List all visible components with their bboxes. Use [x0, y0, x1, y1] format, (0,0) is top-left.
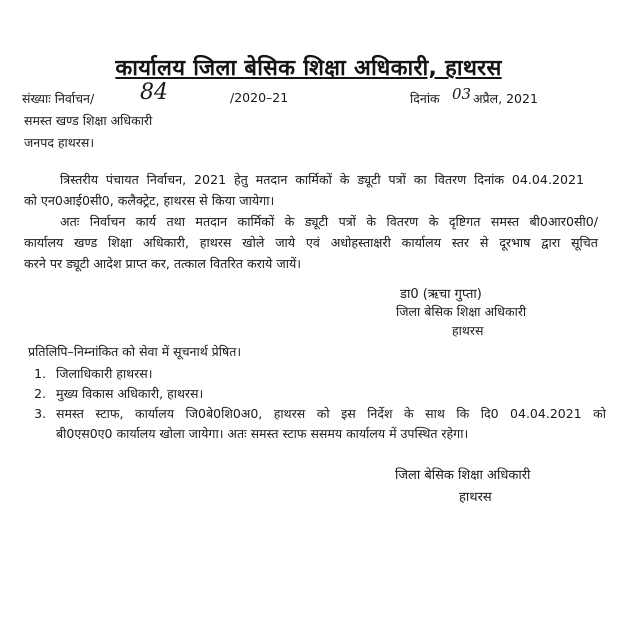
date-month-year: अप्रैल, 2021	[473, 91, 538, 106]
body-paragraph-2	[24, 211, 598, 274]
footer-place: हाथरस	[459, 490, 492, 505]
paragraph-2-line-2: कार्यालय खण्ड शिक्षा अधिकारी, हाथरस खोले जाये एवं अधोहस्ताक्षरी कार्यालय स्तर से दूरभाष द्वारा सूचित	[24, 235, 598, 250]
footer-designation: जिला बेसिक शिक्षा अधिकारी	[395, 468, 531, 483]
reference-number: 84	[140, 80, 168, 105]
signatory-place: हाथरस	[452, 323, 484, 338]
paragraph-2-line-3: करने पर ड्यूटी आदेश प्राप्त कर, तत्काल वितरित कराये जायें।	[24, 256, 302, 271]
paragraph-1-line-2: को एन0आई0सी0, कलैक्ट्रेट, हाथरस से किया जायेगा।	[24, 193, 275, 208]
copy-to-item	[50, 364, 606, 384]
copy-to-item	[50, 384, 606, 404]
reference-year: /2020–21	[230, 90, 289, 105]
date-day: 03	[452, 85, 472, 103]
reference-label: संख्याः निर्वाचन/	[22, 91, 95, 106]
signatory-designation: जिला बेसिक शिक्षा अधिकारी	[396, 304, 527, 319]
signatory-name: डा0 (ऋचा गुप्ता)	[400, 287, 482, 302]
paragraph-2-line-1: अतः निर्वाचन कार्य तथा मतदान कार्मिकों के ड्यूटी पत्रों के वितरण के दृष्टिगत समस्त बी0आर0सी0/	[60, 214, 598, 229]
body-paragraph-1	[24, 169, 584, 211]
addressee-line-1: समस्त खण्ड शिक्षा अधिकारी	[24, 113, 153, 128]
office-title: कार्यालय जिला बेसिक शिक्षा अधिकारी, हाथरस	[115, 56, 502, 81]
addressee-line-2: जनपद हाथरस।	[24, 135, 95, 150]
copy-to-item-text: बी0एस0ए0 कार्यालय खोला जायेगा। अतः समस्त स्टाफ ससमय कार्यालय में उपस्थित रहेगा।	[56, 426, 469, 441]
copy-to-item-text: 2. मुख्य विकास अधिकारी, हाथरस।	[56, 386, 204, 401]
copy-to-item-text: 1. जिलाधिकारी हाथरस।	[56, 366, 153, 381]
paragraph-1-line-1: त्रिस्तरीय पंचायत निर्वाचन, 2021 हेतु मतदान कार्मिकों के ड्यूटी पत्रों का वितरण दिनांक 04.04.2021	[60, 172, 584, 187]
copy-to-item-text: 3. समस्त स्टाफ, कार्यालय जि0बे0शि0अ0, हाथरस को इस निर्देश के साथ कि दि0 04.04.2021 को	[56, 406, 606, 421]
copy-to-item	[50, 404, 606, 444]
copy-to-list	[28, 364, 606, 444]
copy-to-heading: प्रतिलिपि–निम्नांकित को सेवा में सूचनार्थ प्रेषित।	[28, 344, 242, 359]
date-label: दिनांक	[410, 91, 440, 106]
